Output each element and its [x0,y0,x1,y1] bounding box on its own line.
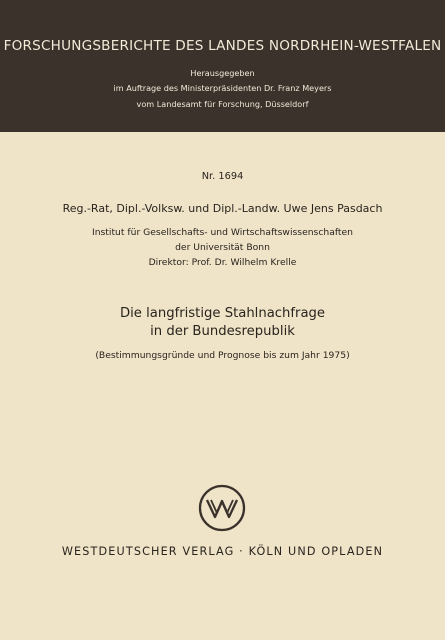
publisher-line-editor: Herausgegeben [190,68,255,78]
publisher-line-commission: im Auftrage des Ministerpräsidenten Dr. Franz Meyers [113,83,332,93]
publisher-line-office: vom Landesamt für Forschung, Düsseldorf [136,99,309,109]
westdeutscher-verlag-w-logo-icon [196,482,248,534]
series-title: FORSCHUNGSBERICHTE DES LANDES NORDRHEIN-WESTFALEN [3,38,442,54]
book-title-line-2: in der Bundesrepublik [150,324,295,339]
publisher-name: WESTDEUTSCHER VERLAG · KÖLN UND OPLADEN [61,545,384,558]
author-line: Reg.-Rat, Dipl.-Volksw. und Dipl.-Landw. Uwe Jens Pasdach [62,202,383,215]
institute-line-2: der Universität Bonn [175,242,270,253]
book-subtitle: (Bestimmungsgründe und Prognose bis zum Jahr 1975) [95,350,350,361]
report-number: Nr. 1694 [201,171,244,182]
book-title-line-1: Die langfristige Stahlnachfrage [119,306,326,321]
institute-line-1: Institut für Gesellschafts- und Wirtschaftswissenschaften [91,227,353,238]
institute-director: Direktor: Prof. Dr. Wilhelm Krelle [148,257,297,268]
cover-header-band [0,0,445,132]
